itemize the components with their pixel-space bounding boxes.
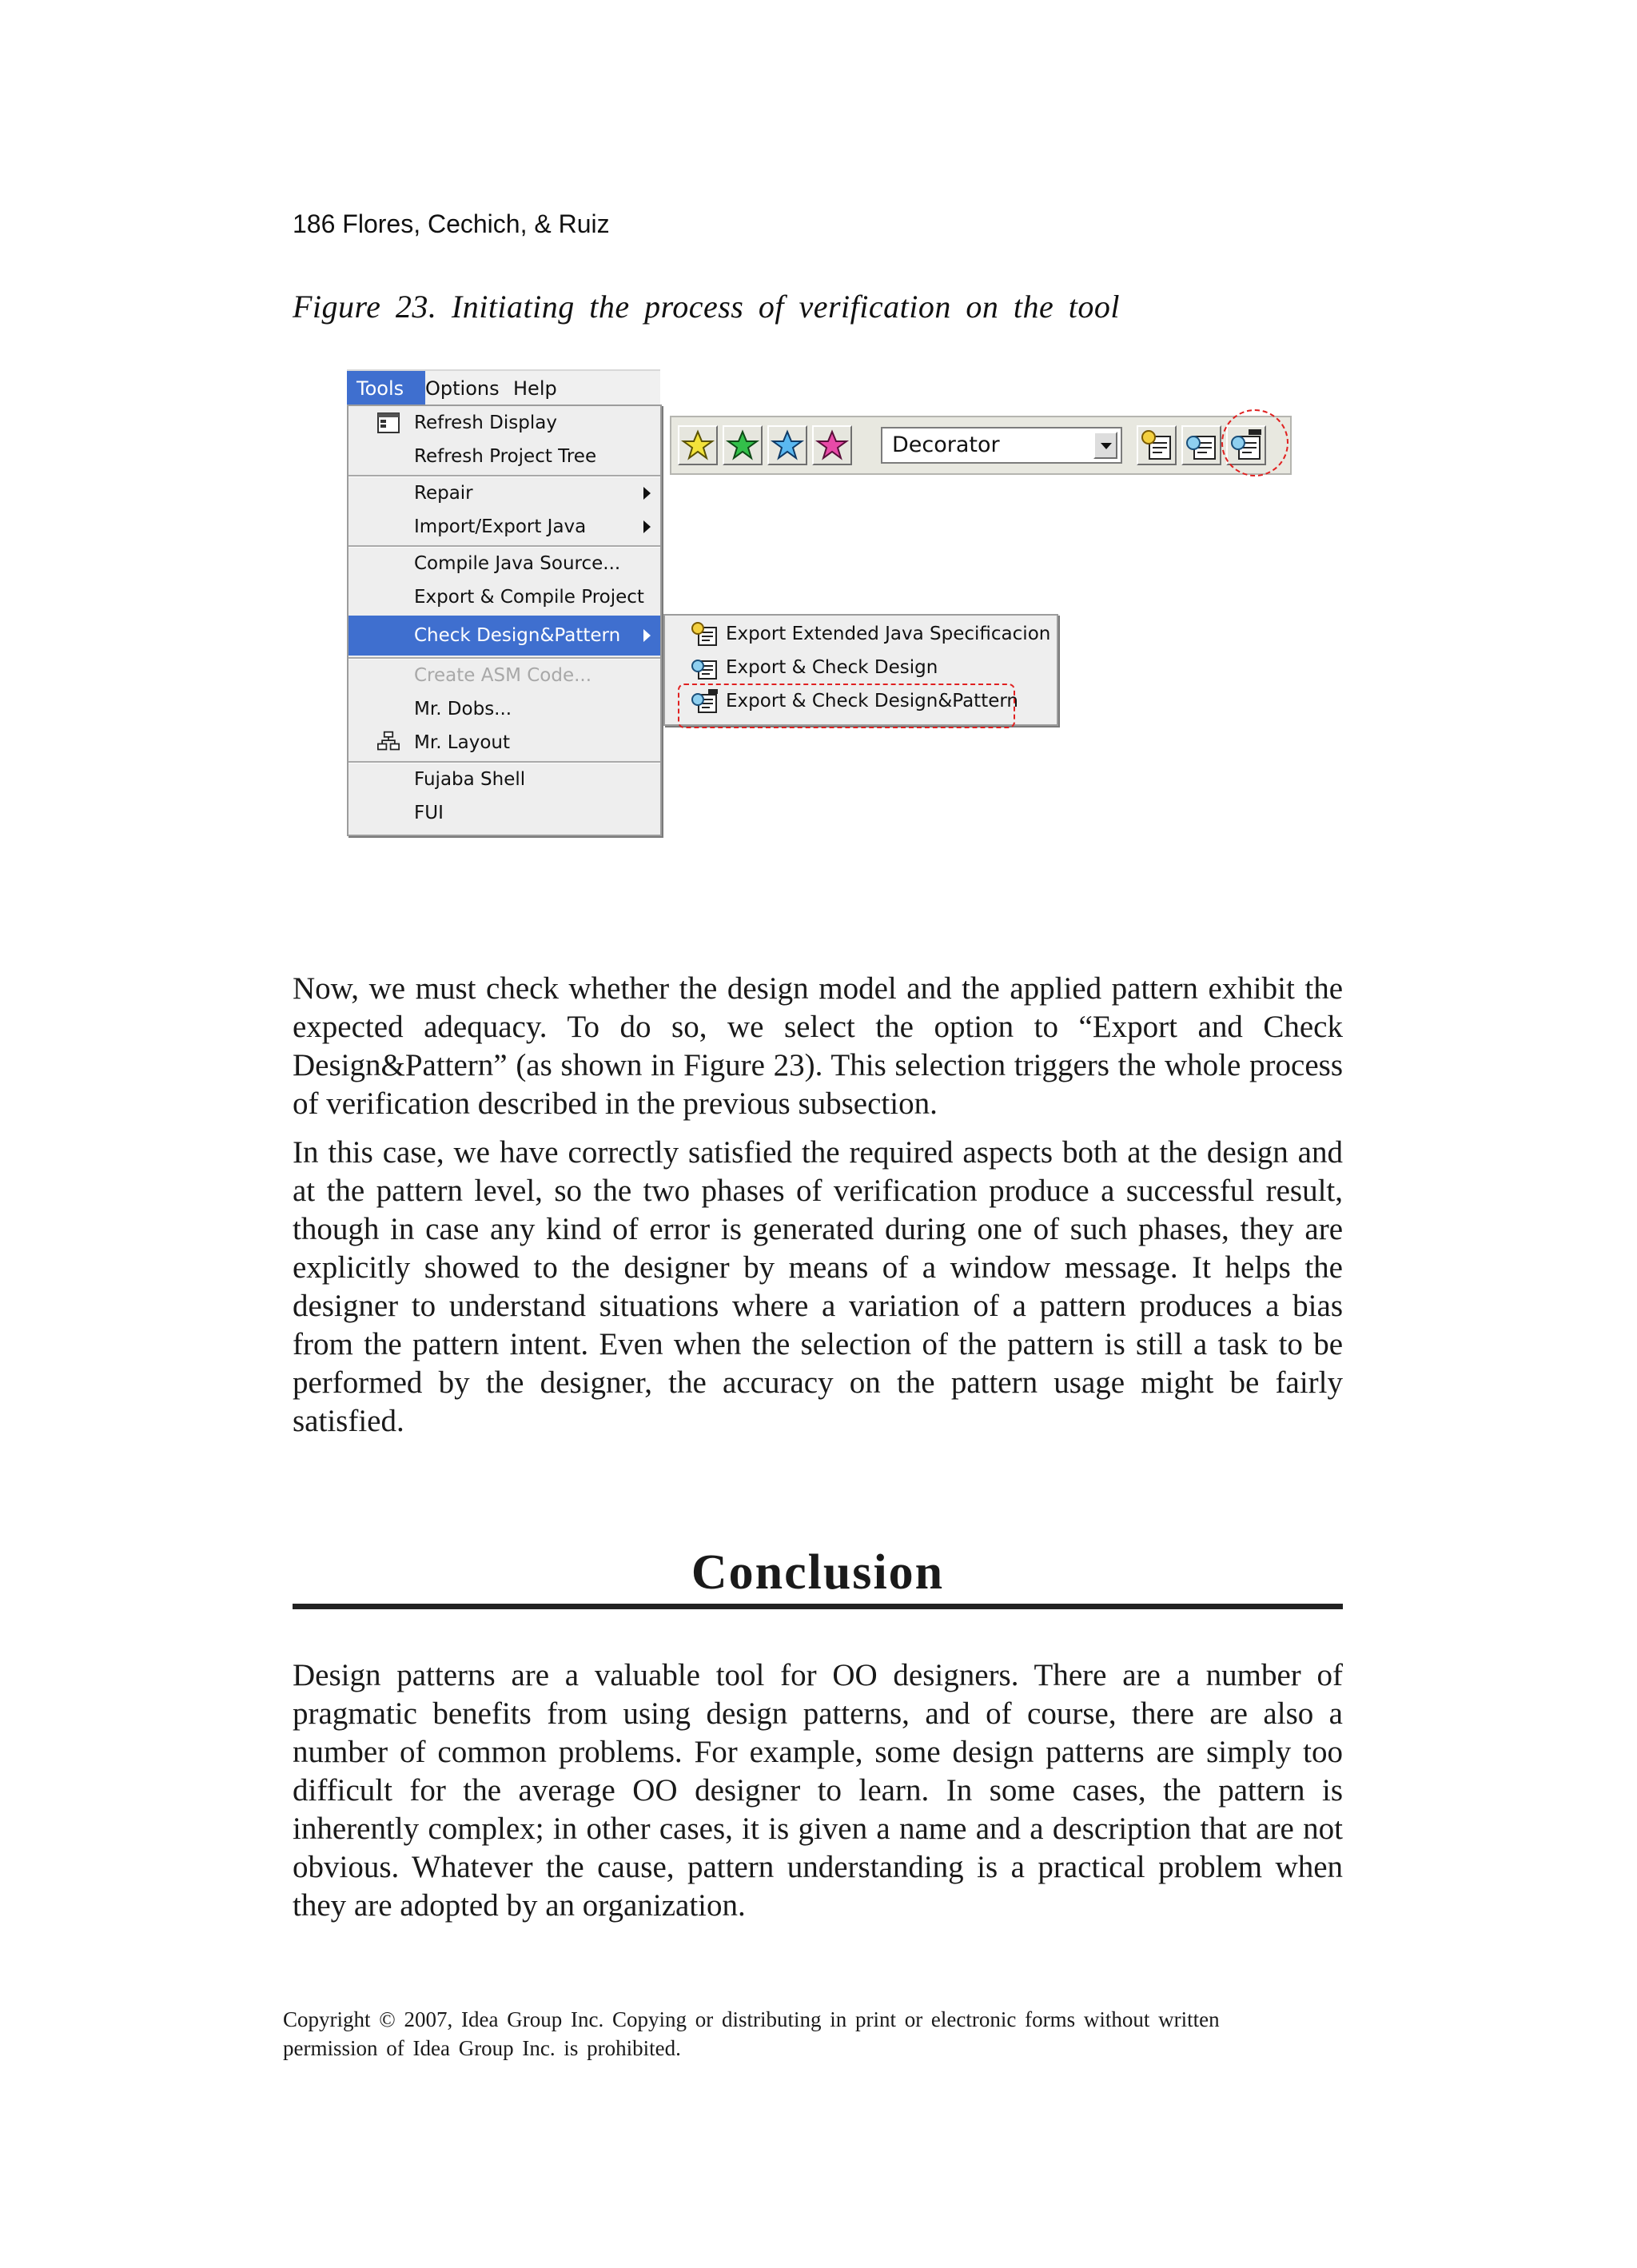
paragraph-verification-result: In this case, we have correctly satisfied the required aspects both at the design and at the pattern level, so the two phases of verification produce a successful result, though in case any kind of error is generated during one of such phases, they are explicitly showed to the designer by means of a window message. It helps the designer to understand situations where a variation of a pattern produces a bias from the pattern intent. Even when the selection of the pattern is still a task to be performed by the designer, the accuracy on the pattern usage might be fairly satisfied.: [293, 1135, 1343, 1438]
running-head: 186 Flores, Cechich, & Ruiz: [293, 209, 610, 238]
check-design-icon: [1183, 427, 1220, 464]
pattern-select[interactable]: Decorator: [881, 427, 1122, 464]
pattern-toolbar: [670, 416, 1292, 475]
yellow-star-button[interactable]: [678, 425, 718, 465]
highlight-annotation: [1221, 409, 1288, 476]
menu-item-mr-dobs[interactable]: Mr. Dobs...: [414, 699, 512, 719]
menu-item-fujaba-shell[interactable]: Fujaba Shell: [414, 769, 526, 790]
yellow-star-icon: [679, 427, 716, 464]
menu-help[interactable]: Help: [513, 377, 557, 400]
menu-item-compile-java-source[interactable]: Compile Java Source...: [414, 553, 621, 574]
menu-item-refresh-display[interactable]: Refresh Display: [349, 406, 660, 440]
menu-item-mr-layout[interactable]: Mr. Layout: [349, 726, 660, 759]
paragraph-conclusion: Design patterns are a valuable tool for OO designers. There are a number of pragmatic benefits from using design patterns, and of course, there are also a number of common problems. For example, some design patterns are simply too difficult for the average OO designer to learn. In some cases, the pattern is inherently complex; in other cases, it is given a name and a description that are not obvious. Whatever the cause, pattern understanding is a practical problem when they are adopted by an organization.: [293, 1658, 1343, 1923]
tools-dropdown: [347, 405, 662, 836]
blue-star-icon: [769, 427, 806, 464]
chevron-down-icon[interactable]: [1093, 432, 1117, 459]
submenu-item-export-check-design-pattern[interactable]: Export & Check Design&Pattern: [665, 684, 1057, 718]
menu-tools[interactable]: Tools: [347, 371, 425, 406]
submenu-item-export-extended-java-spec[interactable]: Export Extended Java Specificacion: [665, 617, 1057, 651]
blue-star-button[interactable]: [767, 425, 807, 465]
paragraph-verification-step: Now, we must check whether the design model and the applied pattern exhibit the expected adequacy. To do so, we select the option to “Export and Check Design&Pattern” (as shown in Figure 23). This selection triggers the whole process of verification described in the previous subsection.: [293, 971, 1343, 1121]
menu-item-import-export-java[interactable]: Import/Export Java: [349, 510, 660, 544]
submenu-arrow-icon: [643, 629, 651, 642]
export-java-button[interactable]: [1137, 425, 1177, 465]
submenu-arrow-icon: [643, 520, 651, 533]
export-java-icon: [691, 621, 719, 647]
section-heading-conclusion: Conclusion: [691, 1545, 945, 1600]
pink-star-button[interactable]: [812, 425, 852, 465]
window-icon: [377, 413, 400, 433]
pink-star-icon: [814, 427, 850, 464]
green-star-button[interactable]: [723, 425, 763, 465]
menu-item-check-design-pattern[interactable]: Check Design&Pattern: [349, 616, 660, 656]
submenu-arrow-icon: [643, 487, 651, 500]
check-design-button[interactable]: [1181, 425, 1221, 465]
menu-item-fui[interactable]: FUI: [414, 803, 444, 823]
menu-item-repair[interactable]: Repair: [349, 476, 660, 510]
highlight-annotation: [678, 684, 1015, 728]
menu-item-export-compile-project[interactable]: Export & Compile Project: [414, 587, 644, 608]
heading-rule: [293, 1604, 1343, 1609]
menu-bar: [347, 369, 660, 407]
menu-options[interactable]: Options: [425, 377, 500, 400]
menu-item-refresh-project-tree[interactable]: Refresh Project Tree: [414, 446, 597, 467]
check-design-icon: [691, 655, 719, 680]
submenu-item-export-check-design[interactable]: Export & Check Design: [665, 651, 1057, 684]
layout-tree-icon: [377, 731, 400, 751]
copyright-notice: Copyright © 2007, Idea Group Inc. Copying or distributing in print or electronic forms without written permission of Idea Group Inc. is prohibited.: [283, 2007, 1220, 2060]
figure-caption: Figure 23. Initiating the process of verification on the tool: [293, 289, 1120, 325]
menu-item-create-asm-code: Create ASM Code...: [414, 665, 592, 686]
green-star-icon: [724, 427, 761, 464]
export-java-icon: [1138, 427, 1175, 464]
